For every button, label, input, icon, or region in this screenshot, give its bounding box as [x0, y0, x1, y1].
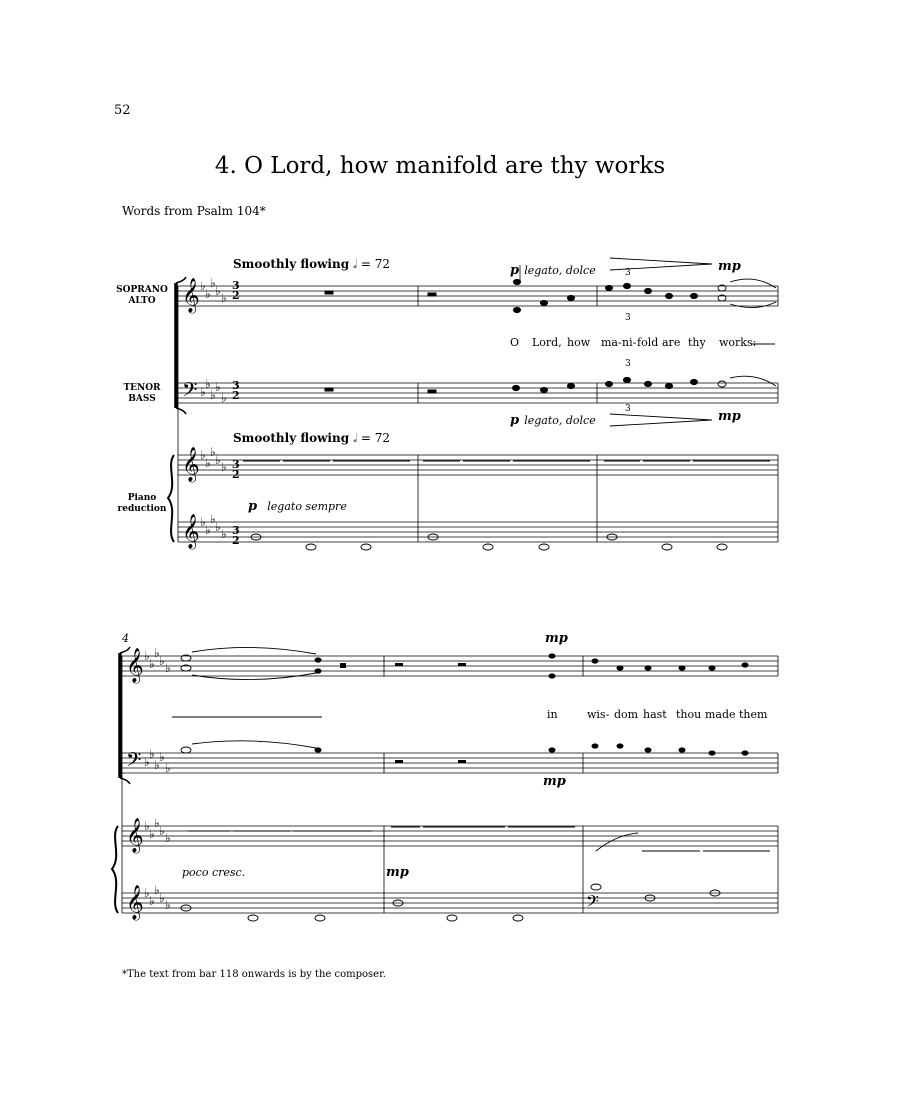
dynamic-mp-tenor-sys2: mp: [543, 774, 566, 789]
svg-text:♭: ♭: [221, 527, 227, 541]
svg-text:𝄞: 𝄞: [182, 278, 200, 313]
lyric-syllable: how: [567, 336, 591, 349]
svg-text:♭: ♭: [149, 747, 155, 761]
svg-text:♭: ♭: [200, 515, 206, 529]
dynamic-p-soprano: p legato, dolce: [510, 263, 596, 278]
svg-text:♭: ♭: [215, 380, 221, 394]
svg-text:♭: ♭: [205, 456, 211, 470]
svg-text:♭: ♭: [221, 460, 227, 474]
lyric-syllable: O: [510, 336, 520, 349]
dynamic-mp-tenor: mp: [718, 409, 741, 424]
lyric-syllable: hast: [643, 708, 667, 721]
svg-text:♭: ♭: [159, 750, 165, 764]
svg-text:♭: ♭: [154, 758, 160, 772]
lyric-syllable: works:: [719, 336, 757, 349]
svg-text:♭: ♭: [159, 824, 165, 838]
lyric-syllable: ma-: [601, 336, 622, 349]
svg-text:♭: ♭: [221, 291, 227, 305]
expression-poco-cresc: poco cresc.: [182, 866, 246, 879]
dynamic-mp-piano-sys2: mp: [386, 865, 409, 880]
lyric-syllable: in: [547, 708, 558, 721]
svg-text:♭: ♭: [210, 512, 216, 526]
svg-text:♭: ♭: [210, 388, 216, 402]
tempo-marking-piano: Smoothly flowing 𝅗𝅥 = 72: [233, 431, 391, 445]
lyric-syllable: Lord,: [532, 336, 562, 349]
svg-text:♭: ♭: [154, 816, 160, 830]
staff-piano-lh: [178, 522, 778, 542]
text-attribution: Words from Psalm 104*: [122, 204, 266, 218]
dynamic-p-piano: p legato sempre: [248, 499, 347, 514]
svg-text:♭: ♭: [149, 827, 155, 841]
staff-tenor-bass: [178, 379, 778, 403]
measure-number: 4: [122, 632, 129, 645]
tuplet-3: 3: [625, 404, 631, 414]
svg-text:𝄢: 𝄢: [586, 891, 599, 915]
svg-text:𝄞: 𝄞: [126, 885, 144, 920]
svg-text:♭: ♭: [144, 755, 150, 769]
svg-text:♭: ♭: [200, 385, 206, 399]
dynamic-mp-soprano-sys2: mp: [545, 631, 568, 646]
svg-text:♭: ♭: [215, 453, 221, 467]
lyric-syllable: made: [705, 708, 736, 721]
svg-text:♭: ♭: [215, 284, 221, 298]
svg-text:♭: ♭: [165, 898, 171, 912]
svg-text:𝄢: 𝄢: [126, 748, 142, 776]
lyric-syllable: wis-: [587, 708, 610, 721]
lyric-syllable: them: [739, 708, 768, 721]
svg-text:♭: ♭: [200, 448, 206, 462]
time-signature-piano-lh: 3 2: [232, 524, 240, 547]
soprano-alto-label: SOPRANO ALTO: [116, 285, 168, 306]
svg-text:♭: ♭: [165, 831, 171, 845]
svg-text:♭: ♭: [159, 891, 165, 905]
lyric-syllable: ni-: [622, 336, 637, 349]
svg-text:♭: ♭: [205, 377, 211, 391]
tempo-marking-choir: Smoothly flowing 𝅗𝅥 = 72: [233, 257, 391, 271]
lyric-syllable: thou: [676, 708, 702, 721]
piece-title: 4. O Lord, how manifold are thy works: [214, 153, 666, 179]
svg-text:♭: ♭: [210, 276, 216, 290]
svg-text:𝄞: 𝄞: [182, 514, 200, 549]
svg-text:♭: ♭: [154, 646, 160, 660]
svg-text:♭: ♭: [149, 657, 155, 671]
svg-text:♭: ♭: [215, 520, 221, 534]
time-signature-soprano: 3 2: [232, 279, 240, 302]
page-number: 52: [114, 103, 131, 118]
staff-soprano-alto-sys2: [122, 656, 778, 676]
svg-text:♭: ♭: [159, 654, 165, 668]
staff-piano-rh-sys2: [122, 826, 778, 846]
svg-text:𝄢: 𝄢: [182, 378, 198, 406]
time-signature-piano-rh: 3 2: [232, 458, 240, 481]
svg-text:♭: ♭: [144, 886, 150, 900]
time-signature-tenor: 3 2: [232, 379, 240, 402]
svg-text:𝄞: 𝄞: [182, 447, 200, 482]
lyric-syllable: are: [662, 336, 681, 349]
piano-label: Piano reduction: [117, 493, 167, 514]
svg-text:♭: ♭: [221, 391, 227, 405]
lyric-syllable: thy: [688, 336, 706, 349]
svg-text:♭: ♭: [149, 894, 155, 908]
dynamic-mp-soprano: mp: [718, 259, 741, 274]
svg-text:♭: ♭: [144, 819, 150, 833]
staff-soprano-alto: [178, 286, 778, 306]
footnote: *The text from bar 118 onwards is by the composer.: [122, 969, 386, 980]
staff-piano-lh-sys2: [122, 893, 778, 913]
lyric-syllable: dom: [614, 708, 639, 721]
svg-text:♭: ♭: [205, 523, 211, 537]
svg-text:𝄞: 𝄞: [126, 648, 144, 683]
staff-tenor-bass-sys2: [122, 753, 778, 773]
staff-piano-rh: [178, 455, 778, 475]
svg-text:♭: ♭: [154, 883, 160, 897]
dynamic-p-tenor: p legato, dolce: [510, 413, 596, 428]
tenor-bass-label: TENOR BASS: [123, 383, 161, 404]
lyric-syllable: fold: [637, 336, 659, 349]
svg-text:♭: ♭: [210, 445, 216, 459]
tuplet-3: 3: [625, 268, 631, 278]
svg-text:𝄞: 𝄞: [126, 818, 144, 853]
svg-text:♭: ♭: [205, 287, 211, 301]
svg-text:♭: ♭: [200, 279, 206, 293]
svg-text:♭: ♭: [144, 649, 150, 663]
svg-text:♭: ♭: [165, 661, 171, 675]
tuplet-3: 3: [625, 359, 631, 369]
svg-text:♭: ♭: [165, 761, 171, 775]
tuplet-3: 3: [625, 313, 631, 323]
